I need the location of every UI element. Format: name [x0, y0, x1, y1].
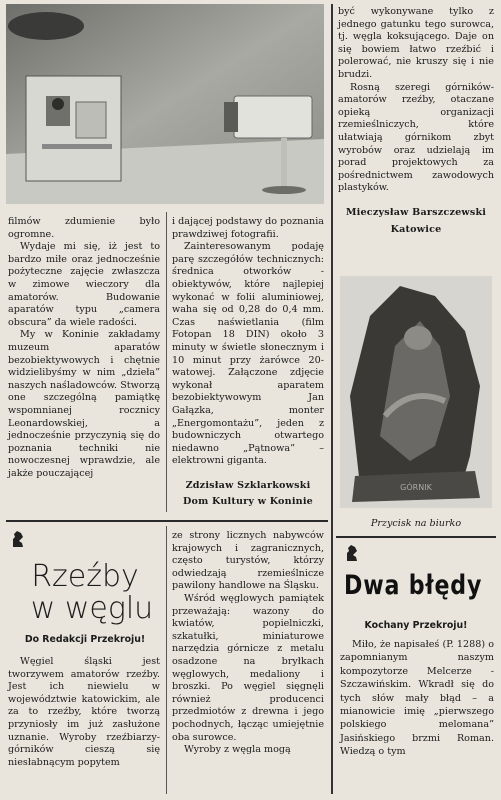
coal-sculpture-illustration [340, 276, 492, 508]
author-affiliation: Katowice [390, 223, 442, 235]
paragraph: ze strony licznych nabywców krajowych i zagranicznych, często turystów, którzy odwiedzają rzemieślnicze pawilony handlowe na Śląsku. [172, 530, 324, 592]
author-signature: Mieczysław Barszczewski [345, 206, 487, 218]
column-left-upper [8, 216, 160, 480]
article-title: Dwa błędy [344, 570, 483, 601]
paragraph: Miło, że napisałeś (P. 1288) o zapomnianym naszym kompozytorze Melcerze - Szczawińskim. Wkradł się do tych słów mały błąd – a mianowicie imię „pierwszego polskiego melomana” Jasińskiego brzmi Roman. Wiedzą o tym [340, 639, 494, 758]
paragraph: Zainteresowanym podaję parę szczegółów technicznych: średnica otworków - obiektywów, które najlepiej wykonać w folii aluminiowej, waha się od 0,28 do 0,4 mm. Czas naświetlania (film Fotopan 18 DIN) około 3 minuty w świetle słonecznym i 10 minut przy żarówce 20-watowej. Załączone zdjęcie wykonał aparatem bezobiektywowym Jan Gałązka, monter „Energomontażu”, jeden z budowniczych otwartego niedawno „Pątnowa” – elektrowni giganta. [172, 241, 324, 467]
column-left-lower [8, 656, 160, 769]
column-divider [166, 212, 167, 512]
column-right-upper [338, 6, 494, 236]
paragraph: być wykonywane tylko z jednego gatunku tego surowca, tj. węgla koksującego. Daje on się bowiem łatwo rzeźbić i polerować, nie kruszy się i nie brudzi. [338, 6, 494, 80]
coal-sculpture-photo [340, 276, 492, 508]
section-divider [336, 536, 496, 538]
paragraph: filmów zdumienie było ogromne. [8, 216, 160, 240]
knight-icon [344, 544, 360, 562]
column-middle-upper [172, 216, 324, 509]
sculpture-plaque-text: GÓRNIK [400, 483, 432, 492]
author-signature: Zdzisław Szklarkowski [185, 479, 311, 491]
camera-obscura-photo [6, 4, 324, 204]
article-salutation: Kochany Przekroju! [364, 620, 468, 631]
article-title-line: Rzeźby [31, 559, 139, 594]
article-title [6, 559, 164, 626]
camera-obscura-illustration [6, 4, 324, 204]
paragraph: Węgiel śląski jest tworzywem amatorów rzeźby. Jest ich niewielu w województwie katowickim, ale za to rzeźby, które tworzą przyniosły im już zasłużone uznanie. Wyroby rzeźbiarzy-górników cieszą się niesłabnącym popytem [8, 656, 160, 768]
paragraph: Wydaje mi się, iż jest to bardzo miłe oraz jednocześnie pożyteczne zajęcie zwłaszcza w zimowe wieczory dla amatorów. Budowanie aparatów typu „camera obscura” da wiele radości. [8, 241, 160, 328]
column-divider [166, 526, 167, 794]
column-right-lower [340, 638, 494, 759]
column-middle-lower [172, 530, 324, 757]
paragraph: Rosną szeregi górników-amatorów rzeźby, otaczane opieką organizacji rzemieślniczych, które ułatwiają górnikom zbyt wyrobów oraz udzielają im porad projektowych za pośrednictwem zawodowych plastyków. [338, 81, 494, 194]
article-salutation: Do Redakcji Przekroju! [24, 634, 146, 645]
paragraph: i dającej podstawy do poznania prawdziwej fotografii. [172, 216, 324, 240]
sculpture-caption: Przycisk na biurko [370, 518, 462, 529]
paragraph: My w Koninie zakładamy muzeum aparatów bezobiektywowych i chętnie widzielibyśmy w nim „dzieła” naszych naśladowców. Stworzą one szczególną pamiątkę wspomnianej rocznicy Leonardowskiej, a jednocześnie przyczynią się do poznania techniki nie nowoczesnej wprawdzie, ale jakże pouczającej [8, 329, 160, 479]
knight-icon [10, 530, 26, 548]
author-affiliation: Dom Kultury w Koninie [182, 496, 313, 508]
paragraph: Wśród węglowych pamiątek przeważają: wazony do kwiatów, popielniczki, szkatułki, miniaturowe narzędzia górnicze z metalu osadzone na bryłkach węglowych, medaliony i broszki. Po węgiel sięgnęli również producenci przedmiotów z drewna i jego pochodnych, łącząc umiejętnie oba surowce. [172, 592, 324, 743]
section-divider [6, 520, 328, 522]
paragraph: Wyroby z węgla mogą [184, 744, 291, 756]
column-divider [331, 4, 333, 794]
article-title-line: w węglu [30, 591, 154, 626]
